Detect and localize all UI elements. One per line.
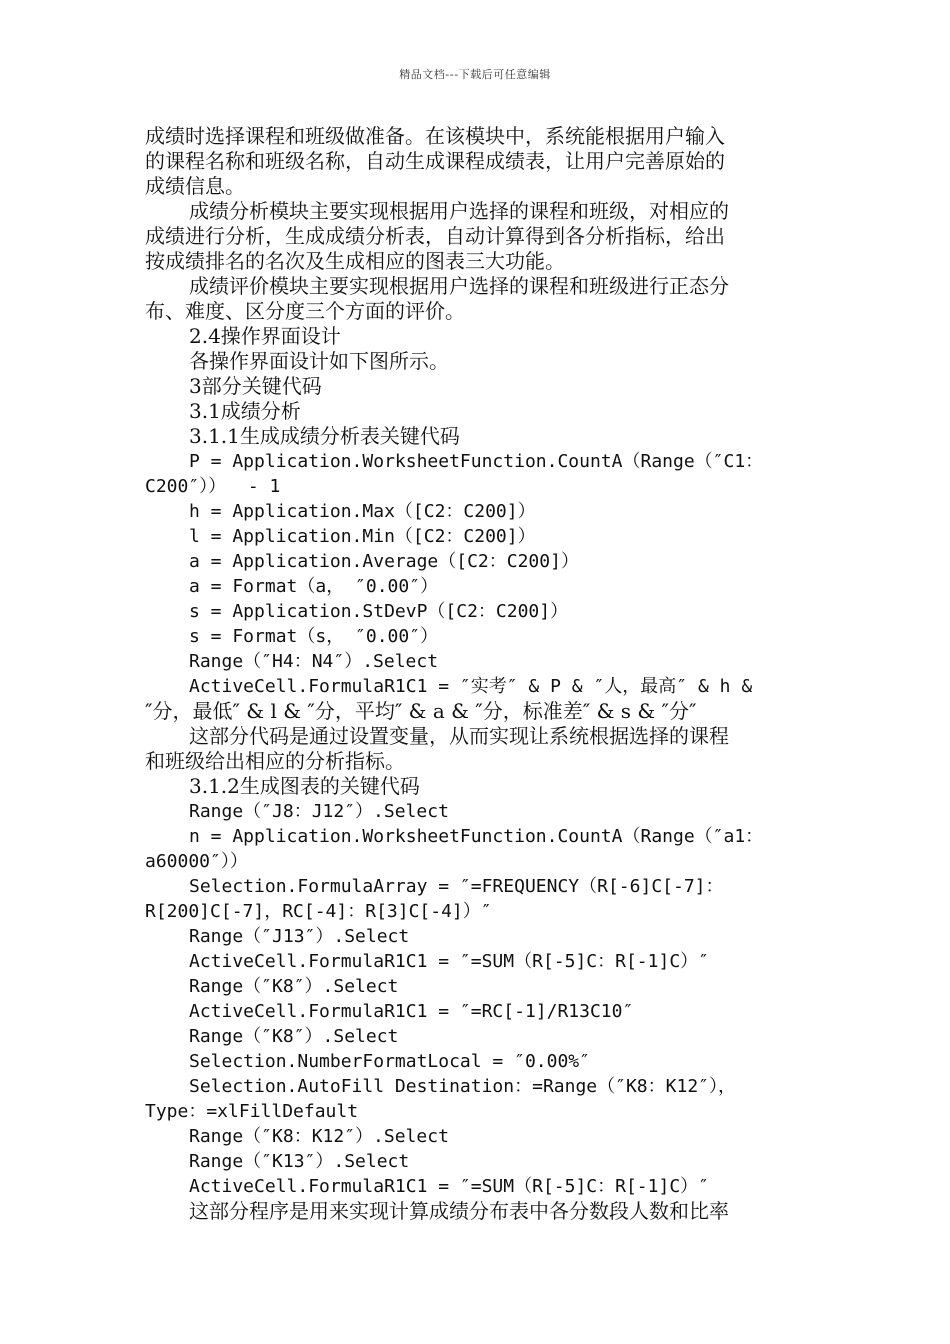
text-line: Range（″K8″）.Select <box>189 1026 399 1047</box>
text-line: ActiveCell.FormulaR1C1 = ″=RC[-1]/R13C10″ <box>189 1001 634 1022</box>
text-line: 3部分关键代码 <box>189 374 322 398</box>
text-line: Range（″J8：J12″）.Select <box>189 801 449 822</box>
text-line: s = Format（s， ″0.00″） <box>189 626 439 647</box>
text-line: a = Application.Average（[C2：C200]） <box>189 551 579 572</box>
text-line: Type：=xlFillDefault <box>145 1101 359 1122</box>
text-line: 成绩进行分析，生成成绩分析表，自动计算得到各分析指标，给出 <box>145 224 725 248</box>
text-line: a = Format（a， ″0.00″） <box>189 576 439 597</box>
text-line: R[200]C[-7]，RC[-4]：R[3]C[-4]）″ <box>145 901 492 922</box>
text-line: Selection.AutoFill Destination：=Range（″K8：K12″）， <box>189 1076 736 1097</box>
text-line: 按成绩排名的名次及生成相应的图表三大功能。 <box>145 249 565 273</box>
text-line: h = Application.Max（[C2：C200]） <box>189 501 536 522</box>
text-line: ActiveCell.FormulaR1C1 = ″实考″ & P & ″人，最高″ & h & <box>189 676 753 697</box>
text-line: ″分，最低″ & l & ″分，平均″ & a & ″分，标准差″ & s & ″分″ <box>145 699 697 723</box>
text-line: C200″）） - 1 <box>145 476 281 497</box>
text-line: Range（″K8″）.Select <box>189 976 399 997</box>
text-line: Range（″J13″）.Select <box>189 926 410 947</box>
text-line: ActiveCell.FormulaR1C1 = ″=SUM（R[-5]C：R[-1]C）″ <box>189 1176 709 1197</box>
text-line: l = Application.Min（[C2：C200]） <box>189 526 536 547</box>
text-line: Selection.NumberFormatLocal = ″0.00%″ <box>189 1051 590 1072</box>
page-header: 精品文档---下载后可任意编辑 <box>399 68 551 81</box>
text-line: Range（″H4：N4″）.Select <box>189 651 439 672</box>
text-line: 这部分程序是用来实现计算成绩分布表中各分数段人数和比率 <box>189 1199 729 1223</box>
text-line: Selection.FormulaArray = ″=FREQUENCY（R[-6]C[-7]： <box>189 876 724 897</box>
text-line: 3.1成绩分析 <box>189 399 301 423</box>
text-line: 这部分代码是通过设置变量，从而实现让系统根据选择的课程 <box>189 724 729 748</box>
text-line: 的课程名称和班级名称，自动生成课程成绩表，让用户完善原始的 <box>145 149 725 173</box>
text-line: 和班级给出相应的分析指标。 <box>145 749 405 773</box>
text-line: s = Application.StDevP（[C2：C200]） <box>189 601 569 622</box>
text-line: Range（″K13″）.Select <box>189 1151 410 1172</box>
text-line: ActiveCell.FormulaR1C1 = ″=SUM（R[-5]C：R[-1]C）″ <box>189 951 709 972</box>
text-line: 3.1.1生成成绩分析表关键代码 <box>189 424 460 448</box>
text-line: 3.1.2生成图表的关键代码 <box>189 774 420 798</box>
text-line: 成绩评价模块主要实现根据用户选择的课程和班级进行正态分 <box>189 274 729 298</box>
text-line: 各操作界面设计如下图所示。 <box>189 349 449 373</box>
text-line: 成绩分析模块主要实现根据用户选择的课程和班级，对相应的 <box>189 199 729 223</box>
text-line: P = Application.WorksheetFunction.CountA（Range（″C1： <box>189 451 764 472</box>
document-body <box>145 124 805 1224</box>
text-line: 布、难度、区分度三个方面的评价。 <box>145 299 465 323</box>
text-line: 成绩信息。 <box>145 174 245 198</box>
text-line: n = Application.WorksheetFunction.CountA（Range（″a1： <box>189 826 764 847</box>
text-line: 2.4操作界面设计 <box>189 324 341 348</box>
text-line: 成绩时选择课程和班级做准备。在该模块中，系统能根据用户输入 <box>145 124 725 148</box>
text-line: Range（″K8：K12″）.Select <box>189 1126 449 1147</box>
text-line: a60000″）） <box>145 851 248 872</box>
